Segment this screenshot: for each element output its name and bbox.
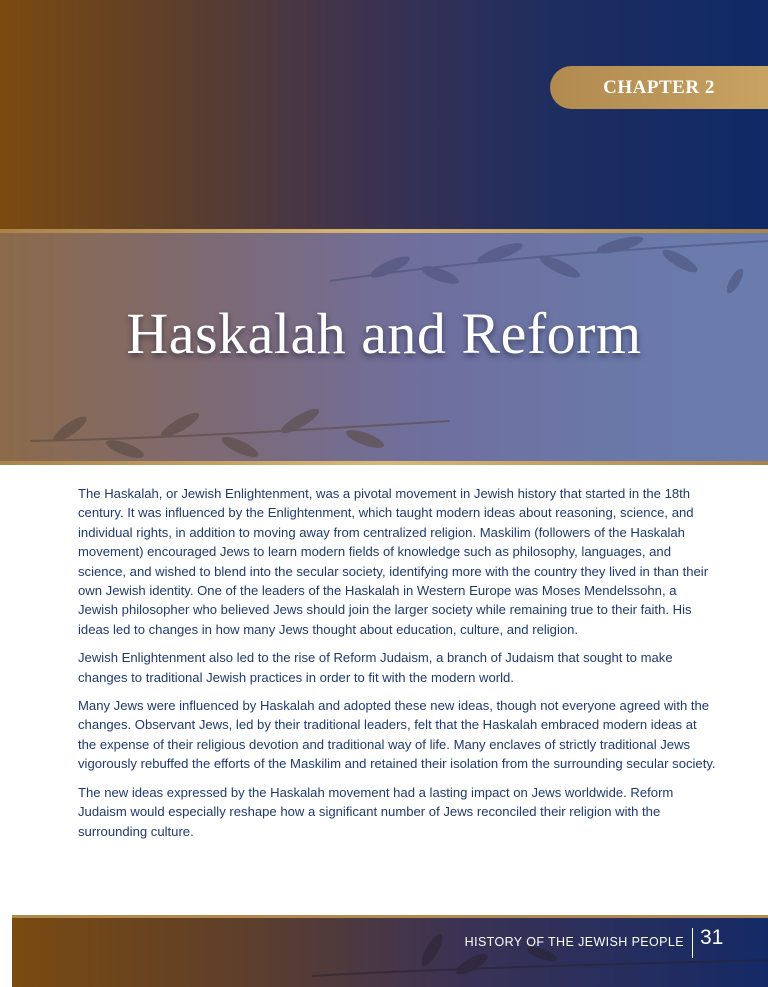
footer-band bbox=[12, 918, 768, 987]
olive-branch-top-icon bbox=[330, 233, 768, 303]
page-number: 31 bbox=[700, 926, 724, 949]
footer-divider bbox=[692, 928, 693, 958]
olive-branch-bottom-icon bbox=[30, 401, 450, 462]
footer-book-title: HISTORY OF THE JEWISH PEOPLE bbox=[464, 935, 684, 949]
chapter-tab bbox=[550, 66, 768, 109]
paragraph: The Haskalah, or Jewish Enlightenment, was a pivotal movement in Jewish history that started in the 18th century. It was influenced by the Enlightenment, which taught modern ideas about reasoning, science, and individual rights, in addition to moving away from centralized religion. Maskilim (followers of the Haskalah movement) encouraged Jews to learn modern fields of knowledge such as philosophy, languages, and science, and wished to blend into the secular society, identifying more with the country they lived in than their own Jewish identity. One of the leaders of the Haskalah in Western Europe was Moses Mendelssohn, a Jewish philosopher who believed Jews should join the larger society while remaining true to their faith. His ideas led to changes in how many Jews thought about education, culture, and religion. bbox=[78, 486, 709, 637]
page-title: Haskalah and Reform bbox=[126, 301, 642, 366]
paragraph: Jewish Enlightenment also led to the rise of Reform Judaism, a branch of Judaism that sought to make changes to traditional Jewish practices in order to fit with the modern world. bbox=[78, 650, 673, 685]
chapter-label: CHAPTER 2 bbox=[603, 76, 715, 98]
divider-bottom bbox=[0, 461, 768, 465]
paragraph: Many Jews were influenced by Haskalah and adopted these new ideas, though not everyone agreed with the changes. Observant Jews, led by their traditional leaders, felt that the Haskalah embraced modern ideas at the expense of their religious devotion and traditional way of life. Many enclaves of strictly traditional Jews vigorously rebuffed the efforts of the Maskilim and retained their isolation from the surrounding secular society. bbox=[78, 698, 716, 772]
header-band bbox=[0, 0, 768, 230]
paragraph: The new ideas expressed by the Haskalah movement had a lasting impact on Jews worldwide. Reform Judaism would especially reshape how a significant number of Jews reconciled their religion with the surrounding culture. bbox=[78, 784, 674, 839]
body-text bbox=[78, 484, 718, 850]
